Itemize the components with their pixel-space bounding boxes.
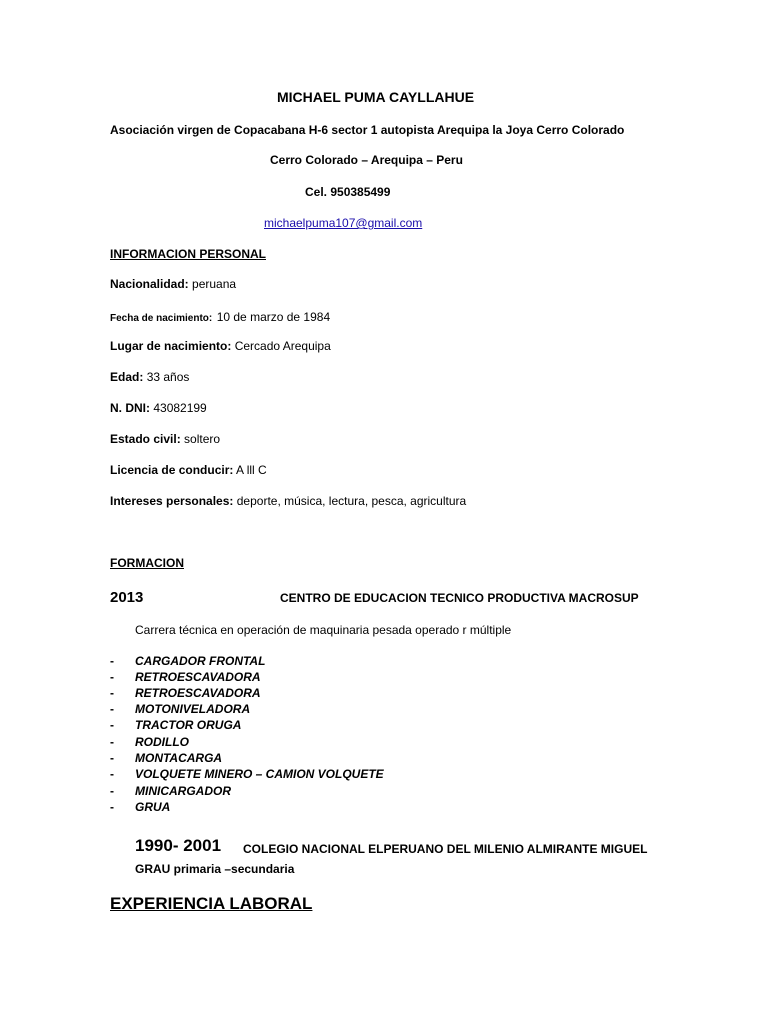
- interests-value: deporte, música, lectura, pesca, agricultura: [236, 494, 467, 508]
- dni-label: N. DNI:: [110, 401, 150, 415]
- list-item: [110, 800, 510, 816]
- list-dash: -: [110, 735, 114, 749]
- machine-name: RETROESCAVADORA: [135, 686, 261, 700]
- birthdate-value: 10 de marzo de 1984: [216, 310, 331, 324]
- machine-name: RETROESCAVADORA: [135, 670, 261, 684]
- age-value: 33 años: [146, 370, 190, 384]
- education-year-1990-2001: 1990- 2001: [135, 836, 222, 855]
- career-description: Carrera técnica en operación de maquinaria pesada operado r múltiple: [135, 623, 512, 637]
- list-dash: -: [110, 800, 114, 814]
- education-heading: FORMACION: [110, 556, 184, 570]
- birthplace-value: Cercado Arequipa: [234, 339, 331, 353]
- list-item: [110, 718, 510, 735]
- address: Asociación virgen de Copacabana H-6 sector 1 autopista Arequipa la Joya Cerro Colorado: [110, 123, 625, 137]
- license-row: [110, 463, 267, 477]
- list-dash: -: [110, 767, 114, 781]
- birthplace-label: Lugar de nacimiento:: [110, 339, 232, 353]
- birthdate-row: [110, 308, 330, 326]
- age-label: Edad:: [110, 370, 144, 384]
- list-dash: -: [110, 702, 114, 716]
- experience-heading: EXPERIENCIA LABORAL: [110, 894, 313, 913]
- list-item: [110, 686, 510, 702]
- dni-row: [110, 401, 207, 415]
- list-item: [110, 702, 510, 718]
- license-value: A lll C: [236, 463, 267, 477]
- list-dash: -: [110, 718, 114, 732]
- civil-status-value: soltero: [184, 432, 221, 446]
- interests-row: [110, 494, 466, 508]
- machine-name: MOTONIVELADORA: [135, 702, 251, 716]
- education-year-2013: 2013: [110, 589, 144, 606]
- city: Cerro Colorado – Arequipa – Peru: [270, 153, 463, 167]
- machine-name: RODILLO: [135, 735, 189, 749]
- list-dash: -: [110, 670, 114, 684]
- list-item: [110, 670, 510, 686]
- list-item: [110, 784, 510, 800]
- school-colegio-line2: GRAU primaria –secundaria: [135, 862, 295, 876]
- school-macrosup: CENTRO DE EDUCACION TECNICO PRODUCTIVA MACROSUP: [280, 591, 639, 605]
- dni-value: 43082199: [153, 401, 207, 415]
- civil-status-row: [110, 432, 220, 446]
- machine-name: MONTACARGA: [135, 751, 223, 765]
- age-row: [110, 370, 189, 384]
- list-item: [110, 751, 510, 767]
- nationality-value: peruana: [192, 277, 237, 291]
- resume-name: MICHAEL PUMA CAYLLAHUE: [277, 89, 475, 105]
- machine-name: GRUA: [135, 800, 171, 814]
- list-dash: -: [110, 686, 114, 700]
- list-item: [110, 735, 510, 751]
- interests-label: Intereses personales:: [110, 494, 234, 508]
- birthdate-label: Fecha de nacimiento:: [110, 313, 213, 324]
- machine-list: [110, 654, 510, 816]
- phone: Cel. 950385499: [305, 185, 391, 199]
- machine-name: TRACTOR ORUGA: [135, 718, 242, 732]
- machine-name: CARGADOR FRONTAL: [135, 654, 266, 668]
- list-dash: -: [110, 784, 114, 798]
- civil-status-label: Estado civil:: [110, 432, 181, 446]
- license-label: Licencia de conducir:: [110, 463, 234, 477]
- nationality-label: Nacionalidad:: [110, 277, 189, 291]
- personal-info-heading: INFORMACION PERSONAL: [110, 247, 266, 261]
- machine-name: MINICARGADOR: [135, 784, 231, 798]
- list-dash: -: [110, 654, 114, 668]
- email-link[interactable]: michaelpuma107@gmail.com: [264, 216, 423, 230]
- list-dash: -: [110, 751, 114, 765]
- machine-name: VOLQUETE MINERO – CAMION VOLQUETE: [135, 767, 384, 781]
- nationality-row: [110, 277, 236, 291]
- birthplace-row: [110, 339, 331, 353]
- school-colegio-line1: COLEGIO NACIONAL ELPERUANO DEL MILENIO ALMIRANTE MIGUEL: [243, 842, 648, 856]
- list-item: [110, 654, 510, 670]
- list-item: [110, 767, 510, 784]
